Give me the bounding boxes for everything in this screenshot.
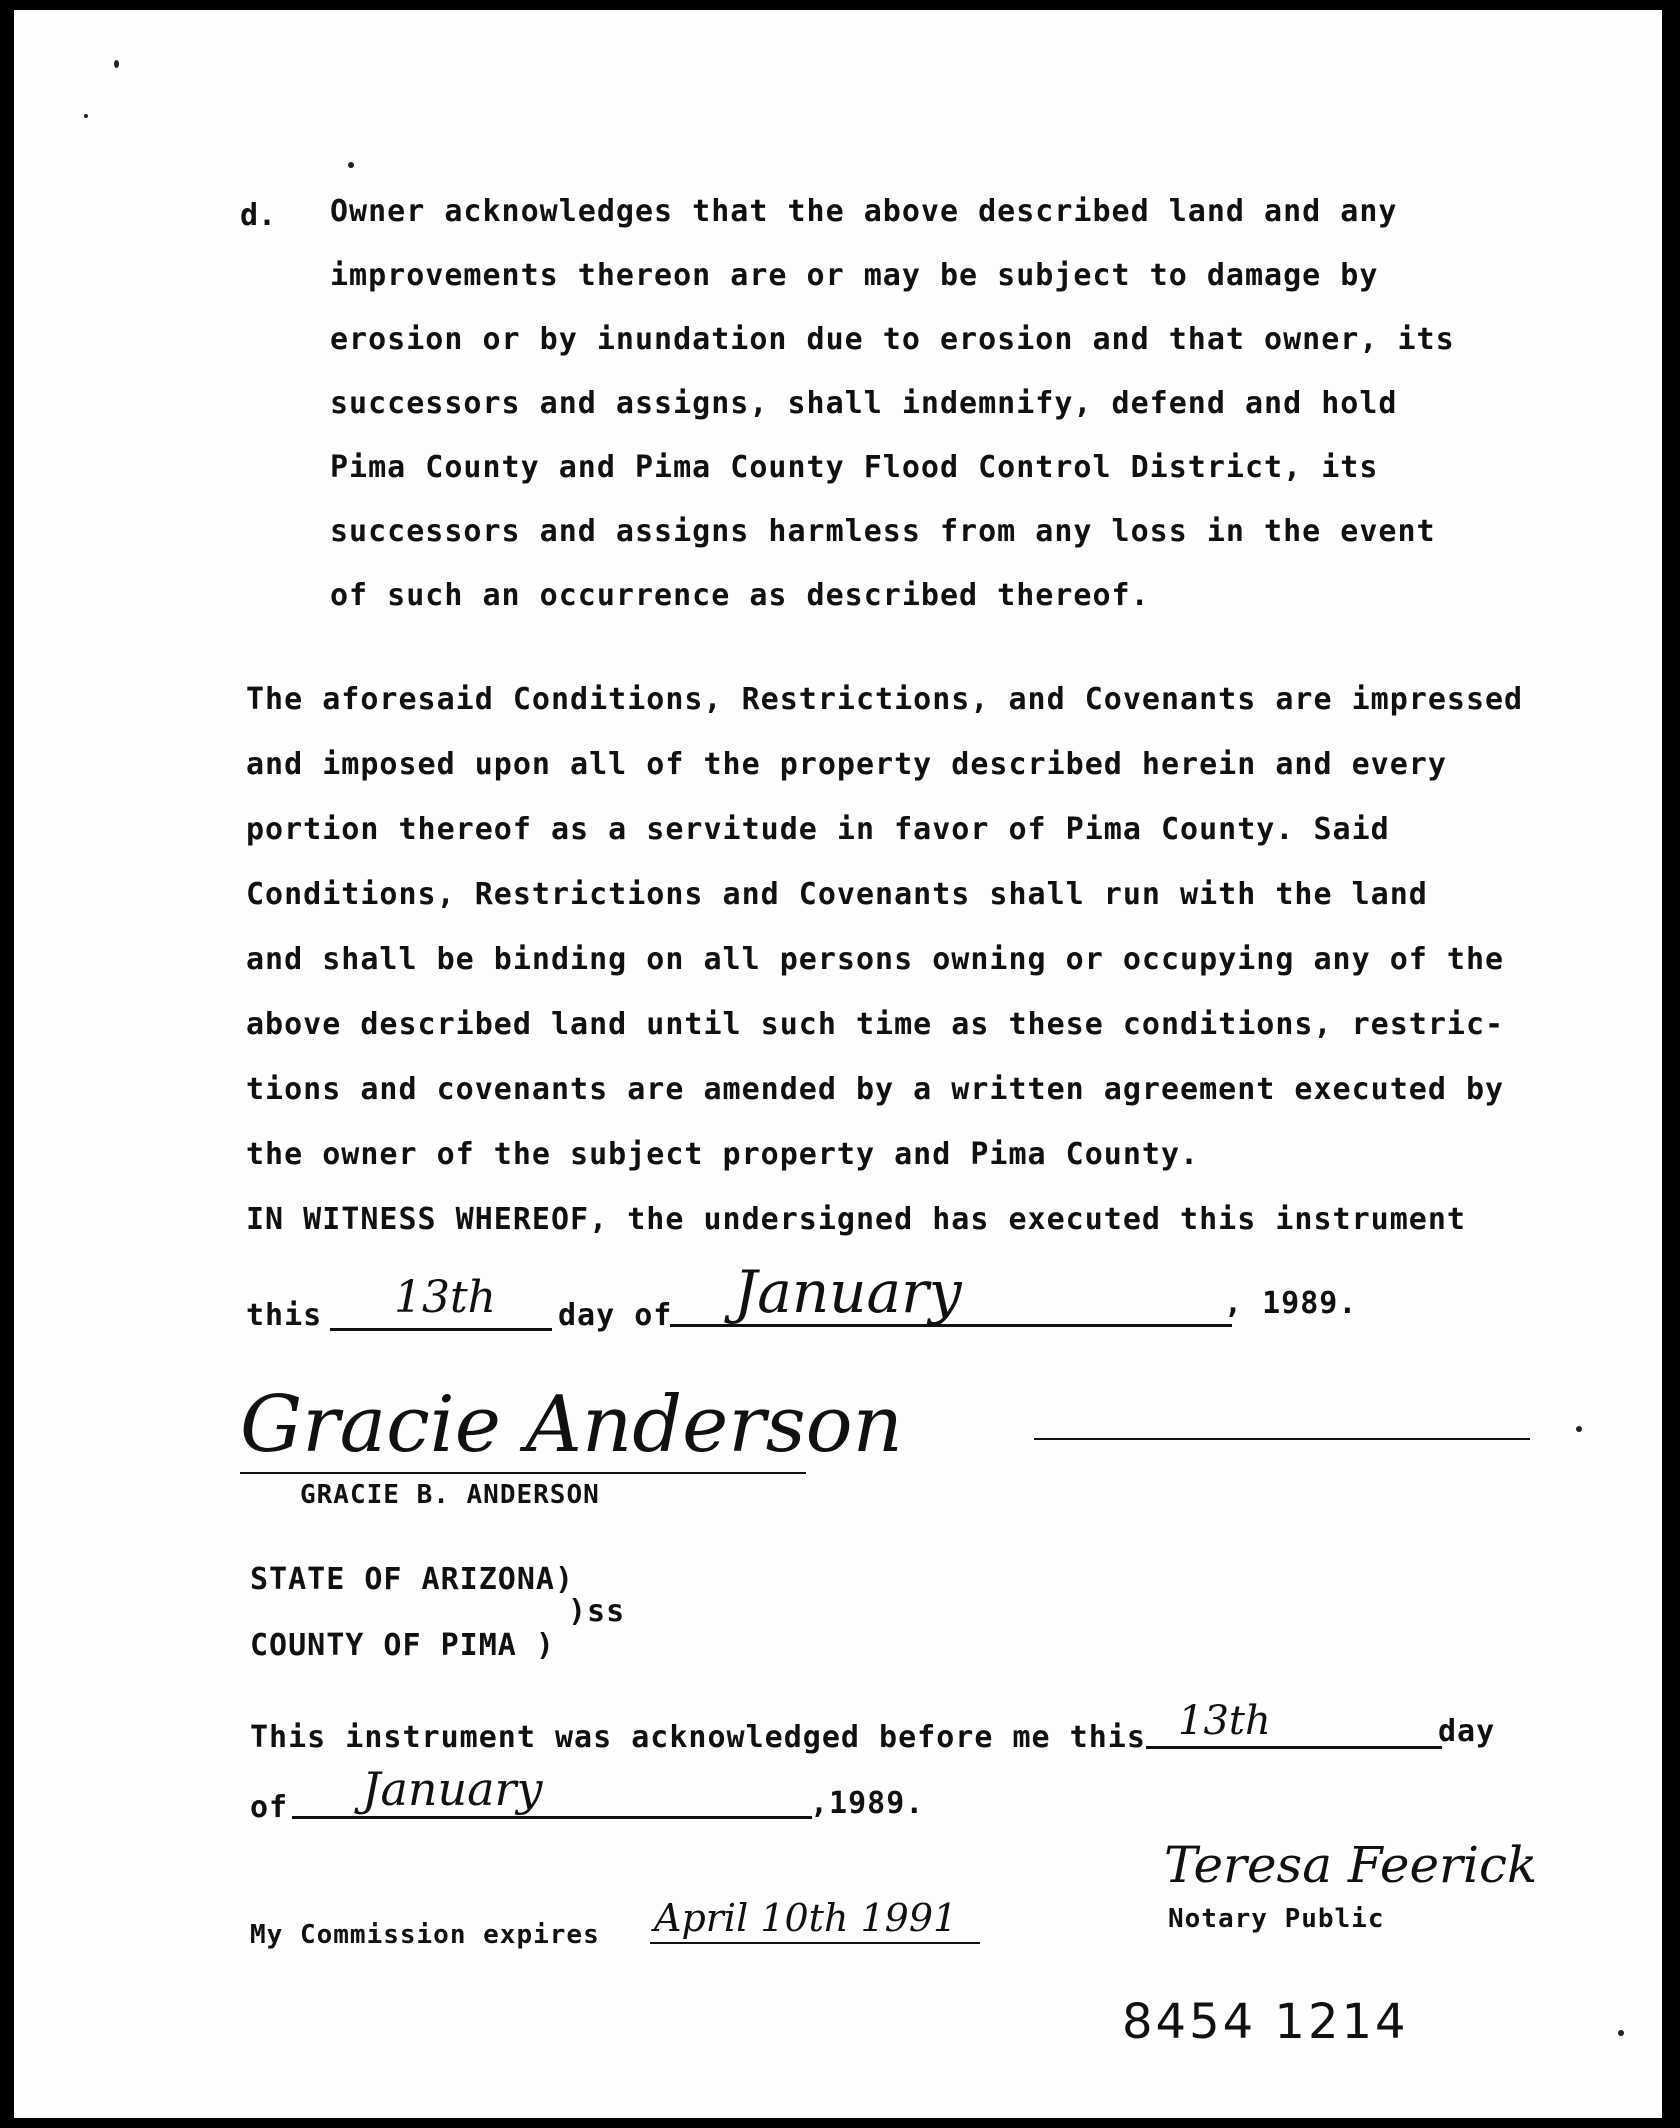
witness-line: IN WITNESS WHEREOF, the undersigned has executed this instrument bbox=[246, 1202, 1466, 1237]
paragraph-d-line: improvements thereon are or may be subject to damage by bbox=[330, 258, 1379, 293]
acknowledgment-lead: This instrument was acknowledged before me this bbox=[250, 1720, 1146, 1755]
notary-signature: Teresa Feerick bbox=[1164, 1836, 1538, 1894]
paragraph-d-line: successors and assigns, shall indemnify, defend and hold bbox=[330, 386, 1398, 421]
witness-day-blank bbox=[330, 1328, 552, 1331]
covenants-line: Conditions, Restrictions and Covenants shall run with the land bbox=[246, 877, 1428, 912]
second-signature-line bbox=[1034, 1438, 1530, 1440]
covenants-line: and imposed upon all of the property described herein and every bbox=[246, 747, 1447, 782]
witness-year: , 1989. bbox=[1224, 1286, 1358, 1321]
paragraph-d-line: successors and assigns harmless from any loss in the event bbox=[330, 514, 1436, 549]
covenants-line: and shall be binding on all persons owning or occupying any of the bbox=[246, 942, 1505, 977]
paragraph-d-line: erosion or by inundation due to erosion and that owner, its bbox=[330, 322, 1455, 357]
paragraph-d-line: Owner acknowledges that the above described land and any bbox=[330, 194, 1398, 229]
acknowledgment-month-blank bbox=[292, 1816, 812, 1819]
acknowledgment-day-blank bbox=[1146, 1746, 1442, 1749]
scan-speck bbox=[1618, 2030, 1624, 2036]
covenants-line: above described land until such time as these conditions, restric- bbox=[246, 1007, 1505, 1042]
notary-title: Notary Public bbox=[1168, 1904, 1385, 1934]
covenants-line: portion thereof as a servitude in favor of Pima County. Said bbox=[246, 812, 1390, 847]
paragraph-label: d. bbox=[240, 198, 277, 233]
covenants-line: the owner of the subject property and Pima County. bbox=[246, 1137, 1200, 1172]
commission-handwritten: April 10th 1991 bbox=[654, 1896, 958, 1940]
paragraph-d-line: Pima County and Pima County Flood Control District, its bbox=[330, 450, 1379, 485]
signatory-signature: Gracie Anderson bbox=[240, 1380, 903, 1470]
witness-this-label: this bbox=[246, 1298, 323, 1333]
venue-state: STATE OF ARIZONA) bbox=[250, 1562, 575, 1597]
scan-speck bbox=[348, 162, 354, 168]
venue-county: COUNTY OF PIMA ) bbox=[250, 1628, 555, 1663]
document-number: 8454 1214 bbox=[1122, 1994, 1409, 2050]
acknowledgment-of-label: of bbox=[250, 1790, 289, 1825]
paragraph-d-line: of such an occurrence as described thereof. bbox=[330, 578, 1150, 613]
signatory-signature-line bbox=[240, 1472, 806, 1474]
acknowledgment-year: ,1989. bbox=[810, 1786, 925, 1821]
witness-day-handwritten: 13th bbox=[394, 1272, 497, 1323]
covenants-line: tions and covenants are amended by a written agreement executed by bbox=[246, 1072, 1505, 1107]
scan-speck bbox=[84, 114, 88, 118]
venue-ss: )ss bbox=[568, 1594, 626, 1629]
acknowledgment-day-handwritten: 13th bbox=[1178, 1698, 1271, 1744]
covenants-line: The aforesaid Conditions, Restrictions, and Covenants are impressed bbox=[246, 682, 1524, 717]
scan-speck bbox=[114, 60, 119, 68]
commission-blank bbox=[650, 1942, 980, 1944]
acknowledgment-day-label: day bbox=[1438, 1714, 1496, 1749]
witness-month-handwritten: January bbox=[734, 1258, 962, 1326]
scan-speck bbox=[1576, 1426, 1582, 1432]
document-page bbox=[14, 10, 1662, 2118]
commission-label: My Commission expires bbox=[250, 1920, 600, 1950]
witness-day-of-label: day of bbox=[558, 1298, 673, 1333]
acknowledgment-month-handwritten: January bbox=[362, 1762, 543, 1816]
signatory-printed-name: GRACIE B. ANDERSON bbox=[300, 1480, 600, 1510]
